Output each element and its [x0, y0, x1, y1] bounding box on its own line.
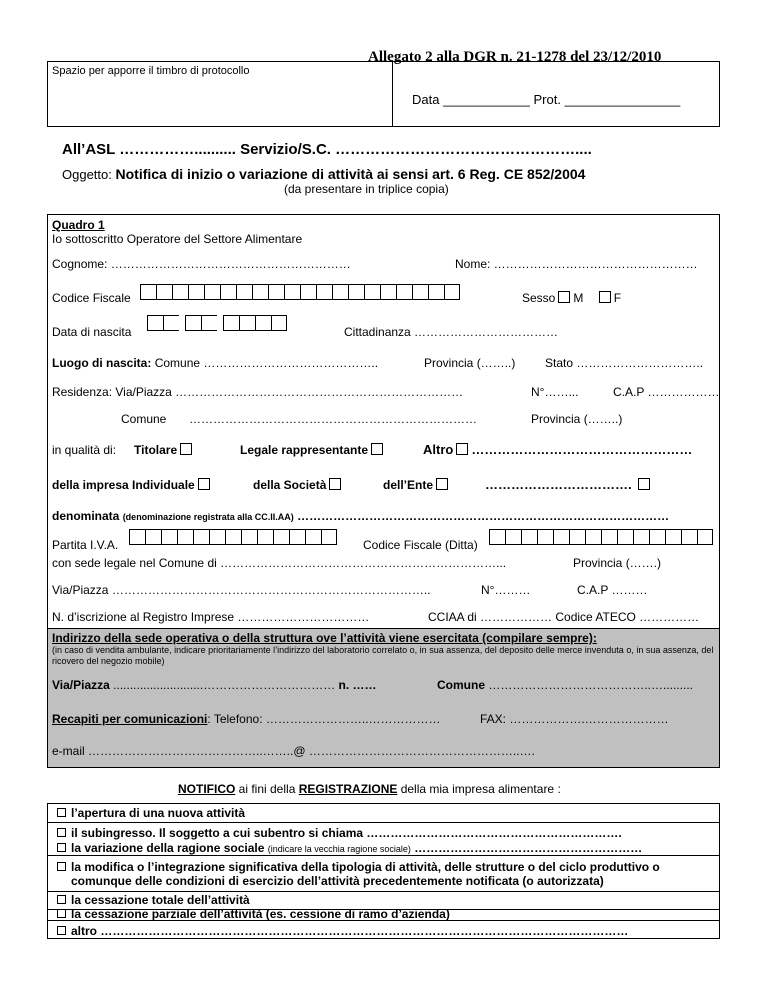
- comune-res-field[interactable]: ………………………………………………………………: [189, 412, 477, 426]
- fax-field[interactable]: FAX: ……………….…………………: [480, 712, 669, 726]
- option-subingresso[interactable]: [57, 826, 622, 840]
- quadro1-intro: Io sottoscritto Operatore del Settore Alimentare: [52, 232, 303, 246]
- residenza-cap-field[interactable]: C.A.P ………………: [613, 385, 720, 399]
- subingresso-label: il subingresso. Il soggetto a cui subentro si chiama ……………………………………………………….: [71, 826, 622, 840]
- variazione-note: (indicare la vecchia ragione sociale): [267, 844, 411, 854]
- piva-boxes[interactable]: [129, 529, 337, 545]
- sede-comune-field[interactable]: …………………………………..….........: [488, 678, 694, 692]
- asl-address: All’ASL …………….......... Servizio/S.C. …………………………………………....: [62, 141, 592, 158]
- date-label: Data: [412, 92, 440, 107]
- sesso-f-label: F: [613, 291, 622, 305]
- sede-via-field[interactable]: ...........................……………………………: [113, 678, 336, 692]
- qualita-label: in qualità di:: [52, 443, 117, 457]
- via2-cap-field[interactable]: C.A.P ………: [577, 583, 648, 597]
- checkbox-altro[interactable]: [456, 443, 468, 455]
- legale-option[interactable]: [240, 443, 386, 457]
- variazione-label: la variazione della ragione sociale: [71, 841, 265, 855]
- checkbox-impresa-ind[interactable]: [198, 478, 210, 490]
- checkbox-ente-extra[interactable]: [638, 478, 650, 490]
- cessazione-totale-label: la cessazione totale dell’attività: [71, 893, 250, 907]
- societa-label: della Società: [253, 478, 327, 492]
- notifico-line: [178, 782, 561, 796]
- registrazione-label: REGISTRAZIONE: [298, 782, 398, 796]
- titolare-option[interactable]: [134, 443, 195, 457]
- subject-line: [62, 166, 585, 182]
- impresa-ind-label: della impresa Individuale: [52, 478, 195, 492]
- divider: [47, 855, 720, 856]
- notifico-mid: ai fini della: [235, 782, 299, 796]
- residenza-field[interactable]: Residenza: Via/Piazza ………………………………………………………………: [52, 385, 464, 399]
- ente-option[interactable]: [383, 478, 451, 492]
- option-altro[interactable]: [57, 924, 628, 938]
- notifico-label: NOTIFICO: [178, 782, 236, 796]
- ente-extra[interactable]: [485, 477, 653, 492]
- nome-field[interactable]: Nome: ……………………………………………: [455, 257, 698, 271]
- checkbox-variazione[interactable]: [57, 843, 66, 852]
- via2-n-field[interactable]: N°………: [481, 583, 531, 597]
- variazione-field[interactable]: …………………………………………………: [414, 841, 643, 855]
- subject-label: Oggetto:: [62, 167, 112, 182]
- subject-note: (da presentare in triplice copia): [284, 182, 449, 196]
- checkbox-modifica[interactable]: [57, 862, 66, 871]
- divider: [47, 891, 720, 892]
- sede-n-field[interactable]: n. ……: [338, 678, 377, 692]
- data-nascita-label: Data di nascita: [52, 325, 132, 339]
- denominata-field[interactable]: …………………………………………………………………………………: [297, 509, 670, 523]
- notifico-post: della mia impresa alimentare :: [397, 782, 561, 796]
- sesso-m-label: M: [573, 291, 584, 305]
- option-variazione[interactable]: [57, 841, 642, 855]
- societa-option[interactable]: [253, 478, 344, 492]
- sede-legale-field[interactable]: con sede legale nel Comune di ……………………………………………………………...: [52, 556, 507, 570]
- protocol-label: Spazio per apporre il timbro di protocollo: [52, 65, 250, 77]
- ente-field[interactable]: …………………………….: [485, 477, 636, 492]
- altro-field[interactable]: ……………………………………………: [471, 442, 693, 457]
- cciaa-field[interactable]: CCIAA di ……………… Codice ATECO ……………: [428, 610, 700, 624]
- allegato-header: Allegato 2 alla DGR n. 21-1278 del 23/12/2010: [368, 49, 662, 65]
- sede-comune-label: Comune: [437, 678, 485, 692]
- checkbox-subingresso[interactable]: [57, 828, 66, 837]
- telefono-field[interactable]: : Telefono: ……………………..………………: [207, 712, 441, 726]
- cessazione-parziale-label: la cessazione parziale dell’attività (es. cessione di ramo d’azienda): [71, 907, 450, 921]
- option-cessazione-parziale[interactable]: [57, 907, 450, 921]
- sede-via-row: [52, 678, 377, 692]
- checkbox-cessazione-totale[interactable]: [57, 895, 66, 904]
- cittadinanza-field[interactable]: Cittadinanza ………………………………: [344, 325, 559, 339]
- stato-field[interactable]: Stato …………………………..: [545, 356, 704, 370]
- quadro1-title: Quadro 1: [52, 218, 105, 232]
- denominata-note: (denominazione registrata alla CC.II.AA): [122, 512, 294, 522]
- divider: [47, 822, 720, 823]
- sede-title: Indirizzo della sede operativa o della struttura ove l’attività viene esercitata (compilare sempre):: [52, 631, 597, 645]
- prot-label: Prot.: [533, 92, 561, 107]
- cf-ditta-label: Codice Fiscale (Ditta): [363, 538, 478, 552]
- sede-provincia-field[interactable]: Provincia (…….): [573, 556, 662, 570]
- subject-text: Notifica di inizio o variazione di attività ai sensi art. 6 Reg. CE 852/2004: [115, 166, 586, 182]
- prot-field[interactable]: ________________: [564, 92, 681, 107]
- codice-fiscale-boxes[interactable]: [140, 284, 460, 300]
- comune-res-label: Comune: [121, 412, 167, 426]
- option-apertura[interactable]: [57, 806, 245, 820]
- option-cessazione-totale[interactable]: [57, 893, 250, 907]
- provincia-res-field[interactable]: Provincia (……..): [531, 412, 623, 426]
- provincia-nascita-field[interactable]: Provincia (……..): [424, 356, 516, 370]
- luogo-nascita-label: Luogo di nascita:: [52, 356, 152, 370]
- altro-option[interactable]: [423, 442, 692, 457]
- checkbox-titolare[interactable]: [180, 443, 192, 455]
- ente-label: dell’Ente: [383, 478, 434, 492]
- impresa-ind-option[interactable]: [52, 478, 213, 492]
- legale-label: Legale rappresentante: [240, 443, 369, 457]
- sede-via-label: Via/Piazza: [52, 678, 110, 692]
- comune-nascita-field[interactable]: Comune ……………………………………..: [154, 356, 379, 370]
- date-field[interactable]: ____________: [443, 92, 530, 107]
- sede-note: (in caso di vendita ambulante, indicare prioritariamente l’indirizzo del laboratorio correlato o, in sua assenza, del deposito delle merce invenduta o, in sua assenza, del ricovero del negozio mobile): [52, 645, 714, 666]
- sesso-field: [522, 291, 621, 305]
- cognome-field[interactable]: Cognome: ……………………………………………………: [52, 257, 351, 271]
- checkbox-legale[interactable]: [371, 443, 383, 455]
- cf-ditta-boxes[interactable]: [489, 529, 713, 545]
- data-nascita-boxes[interactable]: [147, 315, 287, 331]
- checkbox-apertura[interactable]: [57, 808, 66, 817]
- registro-field[interactable]: N. d’iscrizione al Registro Imprese ……………………………: [52, 610, 370, 624]
- denominata-label: denominata: [52, 509, 120, 523]
- checkbox-cessazione-parziale[interactable]: [57, 909, 66, 918]
- checkbox-f[interactable]: [599, 291, 611, 303]
- titolare-label: Titolare: [134, 443, 178, 457]
- option-modifica[interactable]: [57, 860, 660, 874]
- protocol-date: [412, 92, 680, 107]
- recapiti-row: [52, 712, 441, 726]
- recapiti-label: Recapiti per comunicazioni: [52, 712, 208, 726]
- luogo-nascita-row: [52, 356, 378, 370]
- apertura-label: l’apertura di una nuova attività: [71, 806, 246, 820]
- sesso-label: Sesso: [522, 291, 556, 305]
- sede-comune-row: [437, 678, 693, 692]
- via2-field[interactable]: Via/Piazza ……………………………………………………………………..: [52, 583, 431, 597]
- checkbox-m[interactable]: [558, 291, 570, 303]
- checkbox-societa[interactable]: [329, 478, 341, 490]
- altro-label: Altro: [423, 442, 454, 457]
- piva-label: Partita I.V.A.: [52, 538, 119, 552]
- modifica-label: la modifica o l’integrazione significativa della tipologia di attività, delle strutture o del ciclo produttivo o: [71, 860, 660, 874]
- email-field[interactable]: e-mail ……………………………………..……..@ ……………………………………………..….: [52, 744, 535, 758]
- modifica-label-2: comunque delle condizioni di esercizio dell’attività precedentemente notificata (o autorizzata): [71, 874, 604, 888]
- altro-option-label: altro ……………………………………………………………………………………………………………………: [71, 924, 629, 938]
- checkbox-ente[interactable]: [436, 478, 448, 490]
- checkbox-altro-option[interactable]: [57, 926, 66, 935]
- residenza-n-field[interactable]: N°……...: [531, 385, 579, 399]
- codice-fiscale-label: Codice Fiscale: [52, 291, 131, 305]
- denominata-row: [52, 509, 669, 523]
